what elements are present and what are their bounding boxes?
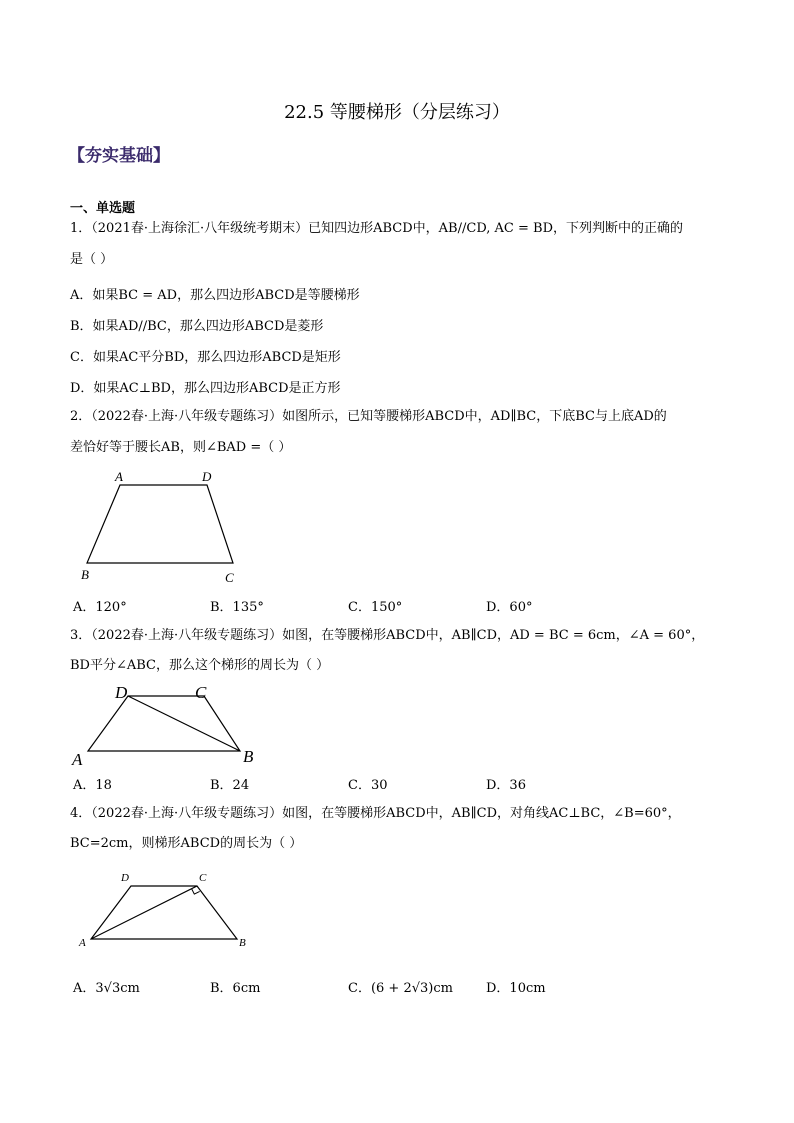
q4-diagonal-ac xyxy=(91,886,197,939)
q2-line2: 差恰好等于腰长AB，则∠BAD =（ ） xyxy=(70,440,292,455)
q1-option-d: D．如果AC⊥BD，那么四边形ABCD是正方形 xyxy=(70,381,341,396)
q4-label-a: A xyxy=(79,937,86,949)
q2-trapezoid-shape xyxy=(87,485,233,563)
q1-line1: 1．（2021春·上海徐汇·八年级统考期末）已知四边形ABCD中，AB//CD, AC = BD，下列判断中的正确的 xyxy=(70,221,684,236)
q4-option-b: B．6cm xyxy=(210,981,261,996)
q2-label-c: C xyxy=(225,570,234,585)
q2-option-d: D．60° xyxy=(486,600,533,615)
q2-label-d: D xyxy=(202,469,212,484)
q4-line2: BC=2cm，则梯形ABCD的周长为（ ） xyxy=(70,836,303,851)
page-title: 22.5 等腰梯形（分层练习） xyxy=(284,102,510,123)
q2-line1: 2．（2022春·上海·八年级专题练习）如图所示，已知等腰梯形ABCD中，AD∥BC，下底BC与上底AD的 xyxy=(70,409,667,424)
q2-option-c: C．150° xyxy=(348,600,403,615)
q4-line1: 4．（2022春·上海·八年级专题练习）如图，在等腰梯形ABCD中，AB∥CD，对角线AC⊥BC，∠B=60°， xyxy=(70,806,681,821)
q4-label-b: B xyxy=(239,937,246,949)
q3-option-c: C．30 xyxy=(348,778,388,793)
q4-option-c: C．(6 + 2√3)cm xyxy=(348,981,453,996)
q2-option-b: B．135° xyxy=(210,600,264,615)
q3-trapezoid-shape xyxy=(88,696,240,751)
q3-option-b: B．24 xyxy=(210,778,250,793)
q2-label-a: A xyxy=(115,469,123,484)
q2-option-a: A．120° xyxy=(73,600,127,615)
q3-line2: BD平分∠ABC，那么这个梯形的周长为（ ） xyxy=(70,658,330,673)
q2-trapezoid-figure xyxy=(75,465,255,590)
q3-label-a: A xyxy=(72,750,83,769)
q3-line1: 3．（2022春·上海·八年级专题练习）如图，在等腰梯形ABCD中，AB∥CD，AD = BC = 6cm，∠A = 60°， xyxy=(70,628,705,643)
q4-option-d: D．10cm xyxy=(486,981,546,996)
q4-right-angle-mark xyxy=(192,889,200,894)
q3-label-b: B xyxy=(243,747,254,766)
q1-option-b: B．如果AD//BC，那么四边形ABCD是菱形 xyxy=(70,319,324,334)
q3-diagonal-bd xyxy=(128,696,240,751)
section-heading: 一、单选题 xyxy=(70,201,136,216)
q4-trapezoid-shape xyxy=(91,886,237,939)
q4-option-a: A．3√3cm xyxy=(73,981,140,996)
q4-label-c: C xyxy=(199,872,207,884)
q2-label-b: B xyxy=(81,567,89,582)
q1-option-c: C．如果AC平分BD，那么四边形ABCD是矩形 xyxy=(70,350,341,365)
q3-label-c: C xyxy=(195,683,207,702)
section-banner: 【夯实基础】 xyxy=(68,146,170,166)
q4-trapezoid-figure xyxy=(75,866,260,951)
q3-option-d: D．36 xyxy=(486,778,526,793)
q1-line2: 是（ ） xyxy=(70,252,114,267)
q3-label-d: D xyxy=(115,683,128,702)
q3-option-a: A．18 xyxy=(73,778,112,793)
q3-trapezoid-figure xyxy=(68,680,268,770)
q1-option-a: A．如果BC = AD，那么四边形ABCD是等腰梯形 xyxy=(70,288,360,303)
q4-label-d: D xyxy=(121,872,129,884)
